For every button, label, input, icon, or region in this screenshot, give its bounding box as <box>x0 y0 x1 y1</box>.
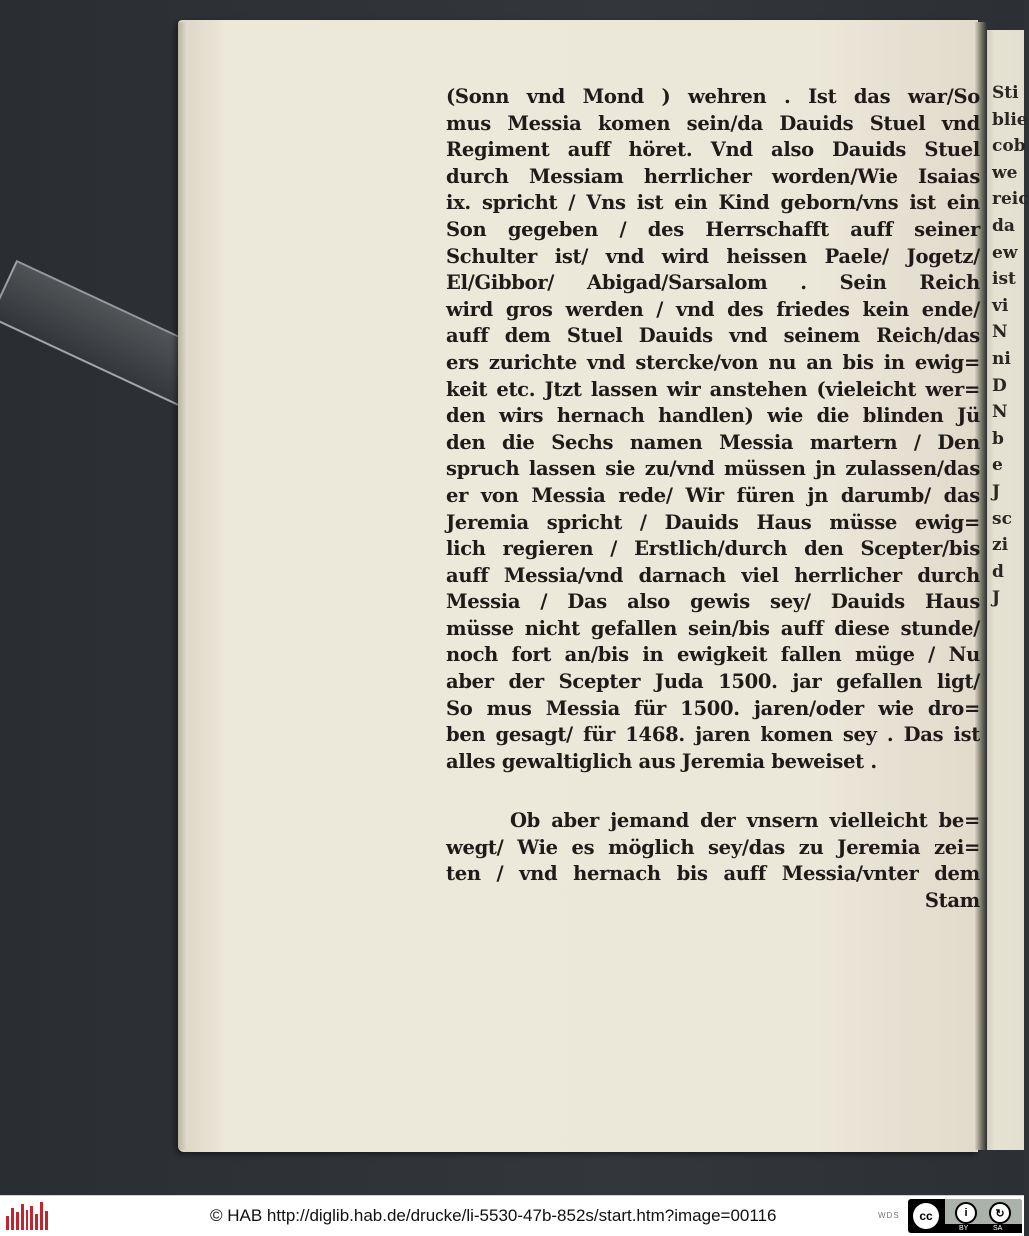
text-line: alles gewaltiglich aus Jeremia beweiset . <box>446 749 877 773</box>
adjacent-text-fragment: N <box>992 322 1008 343</box>
text-line: Ob aber jemand der vnsern vielleicht be= <box>510 809 980 832</box>
copyright-link[interactable]: © HAB http://diglib.hab.de/drucke/li-5530-47b-852s/start.htm?image=00116 <box>210 1206 777 1225</box>
adjacent-text-fragment: reic <box>992 189 1029 210</box>
text-line: El/Gibbor/ Abigad/Sarsalom . Sein Reich <box>446 271 980 295</box>
text-line: So mus Messia für 1500. jaren/oder wie dro= <box>446 696 980 720</box>
share-alike-icon: ↻ <box>989 1202 1011 1224</box>
text-line: wird gros werden / vnd des friedes kein ende/ <box>446 297 980 321</box>
text-line: keit etc. Jtzt lassen wir anstehen (vieleicht wer= <box>446 377 980 401</box>
text-line: ix. spricht / Vns ist ein Kind geborn/vns ist ein <box>446 191 980 215</box>
adjacent-text-fragment: D <box>992 375 1007 396</box>
adjacent-text-fragment: blie <box>992 109 1028 130</box>
text-line: Regiment auff höret. Vnd also Dauids Stuel <box>446 138 980 162</box>
adjacent-text-fragment: J <box>992 588 1001 609</box>
text-line: auff dem Stuel Dauids vnd seinem Reich/das <box>446 324 980 348</box>
footer-bar <box>0 1195 1024 1236</box>
person-icon: i <box>955 1202 977 1224</box>
text-line: mus Messia komen sein/da Dauids Stuel vnd <box>446 111 980 135</box>
by-label: BY <box>959 1225 969 1232</box>
adjacent-text-fragment: J <box>992 481 1001 502</box>
text-line: noch fort an/bis in ewigkeit fallen müge / Nu <box>446 643 980 667</box>
adjacent-text-fragment: sc <box>992 508 1012 529</box>
adjacent-text-fragment: zi <box>992 535 1009 556</box>
adjacent-text-fragment: N <box>992 402 1008 423</box>
text-line: Son gegeben / des Herrschafft auff seiner <box>446 217 980 241</box>
adjacent-page-text <box>992 80 1029 612</box>
paragraph-1 <box>446 84 980 775</box>
adjacent-text-fragment: ew <box>992 242 1018 263</box>
adjacent-text-fragment: vi <box>992 295 1009 316</box>
paragraph-2 <box>446 808 980 914</box>
text-line: lich regieren / Erstlich/durch den Scepter/bis <box>446 537 980 561</box>
hab-logo-icon[interactable] <box>6 1202 48 1230</box>
text-line: den die Sechs namen Messia martern / Den <box>446 430 980 454</box>
text-line: Schulter ist/ vnd wird heissen Paele/ Jogetz/ <box>446 244 980 268</box>
cc-license-badge[interactable] <box>908 1199 1022 1233</box>
adjacent-text-fragment: e <box>992 455 1003 476</box>
text-line: auff Messia/vnd darnach viel herrlicher durch <box>446 563 980 587</box>
adjacent-text-fragment: d <box>992 561 1004 582</box>
text-line: Jeremia spricht / Dauids Haus müsse ewig= <box>446 510 980 534</box>
text-line: spruch lassen sie zu/vnd müssen jn zulassen/das <box>446 457 980 481</box>
cc-icon: cc <box>913 1203 939 1229</box>
wds-label: WDS <box>878 1211 900 1220</box>
text-line: (Sonn vnd Mond ) wehren . Ist das war/So <box>446 85 980 108</box>
text-line: ers zurichte vnd stercke/von nu an bis in ewig= <box>446 350 980 374</box>
adjacent-text-fragment: b <box>992 428 1004 449</box>
adjacent-text-fragment: Sti <box>992 83 1019 103</box>
text-line: ben gesagt/ für 1468. jaren komen sey . Das ist <box>446 723 980 747</box>
text-line: wegt/ Wie es möglich sey/das zu Jeremia zei= <box>446 835 980 859</box>
text-line: er von Messia rede/ Wir füren jn darumb/ das <box>446 483 980 507</box>
text-line: ten / vnd hernach bis auff Messia/vnter dem <box>446 862 980 886</box>
text-line: den wirs hernach handlen) wie die blinden Jü <box>446 404 980 428</box>
adjacent-text-fragment: cob <box>992 136 1026 157</box>
page-edge <box>178 22 188 1150</box>
cc-attributes <box>945 1199 1022 1233</box>
adjacent-text-fragment: ni <box>992 348 1011 369</box>
text-line: aber der Scepter Juda 1500. jar gefallen ligt/ <box>446 670 980 694</box>
text-line: Messia / Das also gewis sey/ Dauids Haus <box>446 590 980 614</box>
adjacent-text-fragment: da <box>992 215 1015 236</box>
text-line: müsse nicht gefallen sein/bis auff diese stunde/ <box>446 616 980 640</box>
text-line: durch Messiam herrlicher worden/Wie Isaias <box>446 164 980 188</box>
adjacent-text-fragment: ist <box>992 269 1016 290</box>
sa-label: SA <box>993 1225 1003 1232</box>
catchword: Stam <box>924 888 980 912</box>
adjacent-text-fragment: we <box>992 162 1018 183</box>
